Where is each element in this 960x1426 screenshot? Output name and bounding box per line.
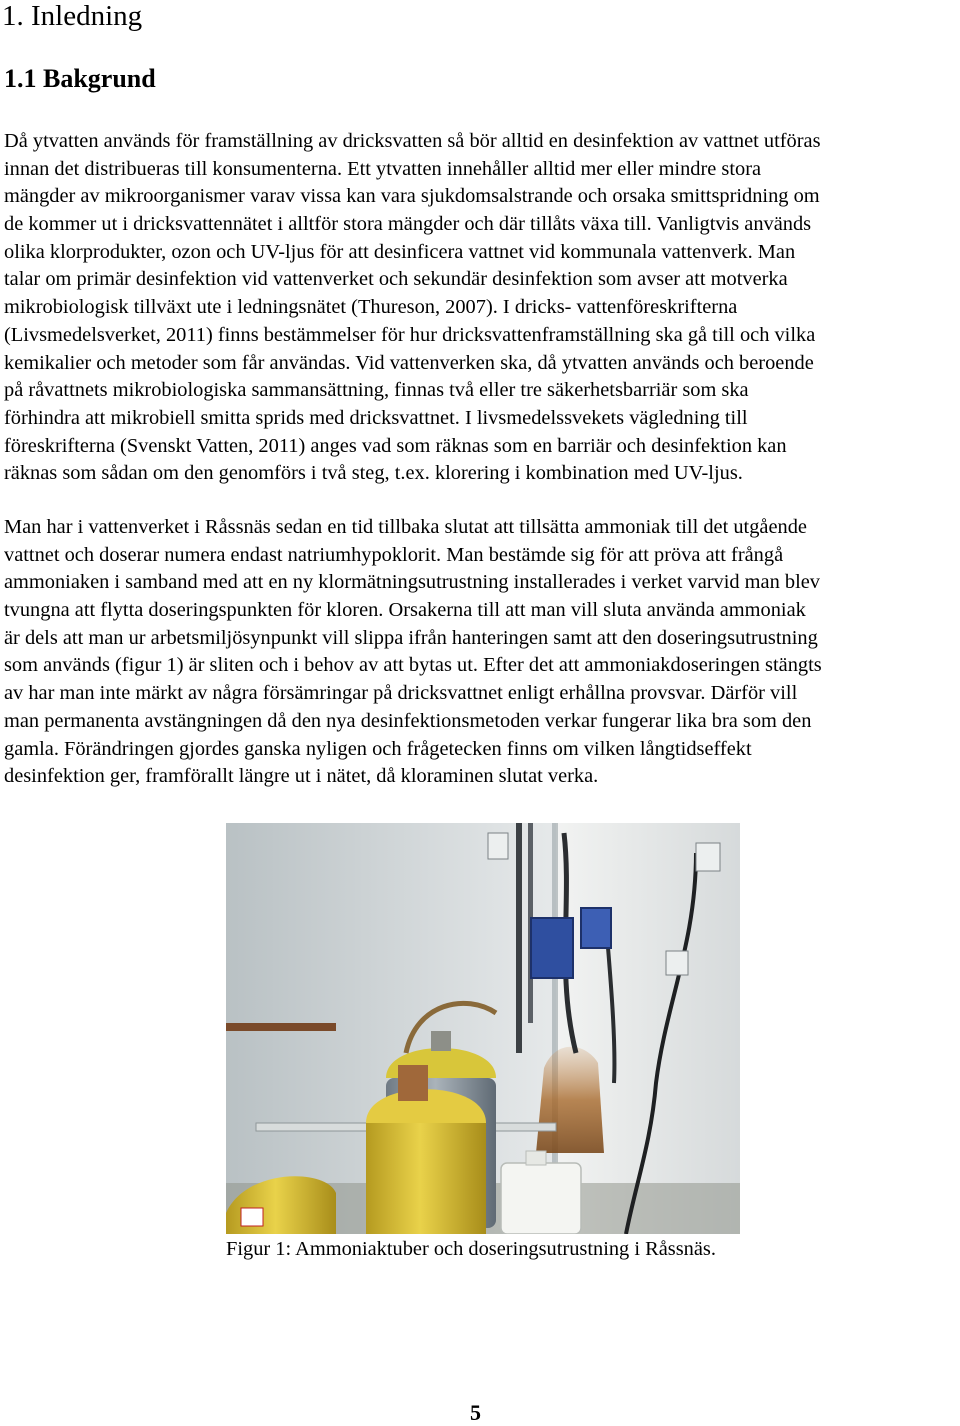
cylinder-valve-rusty — [398, 1065, 428, 1101]
page-number: 5 — [470, 1400, 481, 1425]
paragraph-1 — [4, 128, 958, 488]
right-wall — [556, 823, 740, 1234]
meter-box — [696, 843, 720, 871]
text-line: på råvattnets mikrobiologiska sammansättning, finnas två eller tre säkerhetsbarriär som ska — [4, 379, 749, 402]
meter-box — [488, 833, 508, 859]
section-heading: 1.1 Bakgrund — [4, 64, 156, 93]
text-line: vattnet och doserar numera endast natriumhypoklorit. Man bestämde sig för att pröva att frångå — [4, 543, 784, 566]
dosing-pump — [531, 918, 573, 978]
text-line: man permanenta avstängningen då den nya desinfektionsmetoden verkar fungerar lika bra som den — [4, 709, 812, 732]
jerrycan-cap — [526, 1151, 546, 1165]
text-line: ammoniaken i samband med att en ny klormätningsutrustning installerades i verket varvid man blev — [4, 571, 820, 594]
figure-caption: Figur 1: Ammoniaktuber och doseringsutrustning i Råssnäs. — [226, 1238, 716, 1260]
hazard-label — [241, 1208, 263, 1226]
control-box — [581, 908, 611, 948]
text-line: gamla. Förändringen gjordes ganska nyligen och frågetecken finns om vilken långtidseffekt — [4, 737, 752, 760]
figure-photo — [226, 823, 740, 1234]
text-line: de kommer ut i dricksvattennätet i alltför stora mängder och där tillåts växa till. Vanligtvis används — [4, 213, 812, 236]
chemical-jerrycan — [501, 1163, 581, 1234]
text-line: är dels att man ur arbetsmiljösynpunkt vill slippa ifrån hanteringen samt att den doseringsutrustning — [4, 626, 818, 649]
cylinder-valve — [431, 1031, 451, 1051]
text-line: av har man inte märkt av några försämringar på dricksvattnet enligt erhållna provsvar. Därför vill — [4, 682, 798, 705]
paragraph-2 — [4, 514, 958, 791]
cable — [516, 823, 522, 1053]
text-line: kemikalier och metoder som får användas. Vid vattenverken ska, då ytvatten används och beroende — [4, 351, 814, 374]
text-line: förhindra att mikrobiell smitta sprids med dricksvattnet. I livsmedelssvekets vägledning till — [4, 406, 748, 429]
text-line: Man har i vattenverket i Råssnäs sedan en tid tillbaka slutat att tillsätta ammoniak till det utgående — [4, 516, 807, 538]
text-line: räknas som sådan om den genomförs i två steg, t.ex. klorering i kombination med UV-ljus. — [4, 462, 743, 485]
wall-rail — [226, 1023, 336, 1031]
text-line: tvungna att flytta doseringspunkten för kloren. Orsakerna till att man vill sluta använda ammoniak — [4, 599, 806, 622]
text-line: som används (figur 1) är sliten och i behov av att bytas ut. Efter det att ammoniakdoseringen stängts — [4, 654, 822, 677]
meter-box — [666, 951, 688, 975]
text-line: Då ytvatten används för framställning av dricksvatten så bör alltid en desinfektion av vattnet utföras — [4, 130, 821, 152]
text-line: talar om primär desinfektion vid vattenverket och sekundär desinfektion som avser att motverka — [4, 268, 788, 291]
text-line: desinfektion ger, framförallt längre ut i nätet, då kloraminen slutat verka. — [4, 765, 599, 788]
text-line: innan det distribueras till konsumenterna. Ett ytvatten innehåller alltid mer eller mindre stora — [4, 157, 762, 180]
gas-cylinder-yellow — [366, 1123, 486, 1234]
text-line: föreskrifterna (Svenskt Vatten, 2011) anges vad som räknas som en barriär och desinfektion kan — [4, 434, 787, 457]
text-line: mikrobiologisk tillväxt ute i ledningsnätet (Thureson, 2007). I dricks- vattenföreskrifterna — [4, 296, 738, 319]
text-line: olika klorprodukter, ozon och UV-ljus för att desinficera vattnet vid kommunala vattenverk. Man — [4, 240, 796, 263]
chapter-heading: 1. Inledning — [2, 0, 143, 32]
text-line: mängder av mikroorganismer varav vissa kan vara sjukdomsalstrande och orsaka smittspridning om — [4, 185, 820, 208]
text-line: (Livsmedelsverket, 2011) finns bestämmelser för hur dricksvattenframställning ska gå till och vilka — [4, 323, 816, 346]
